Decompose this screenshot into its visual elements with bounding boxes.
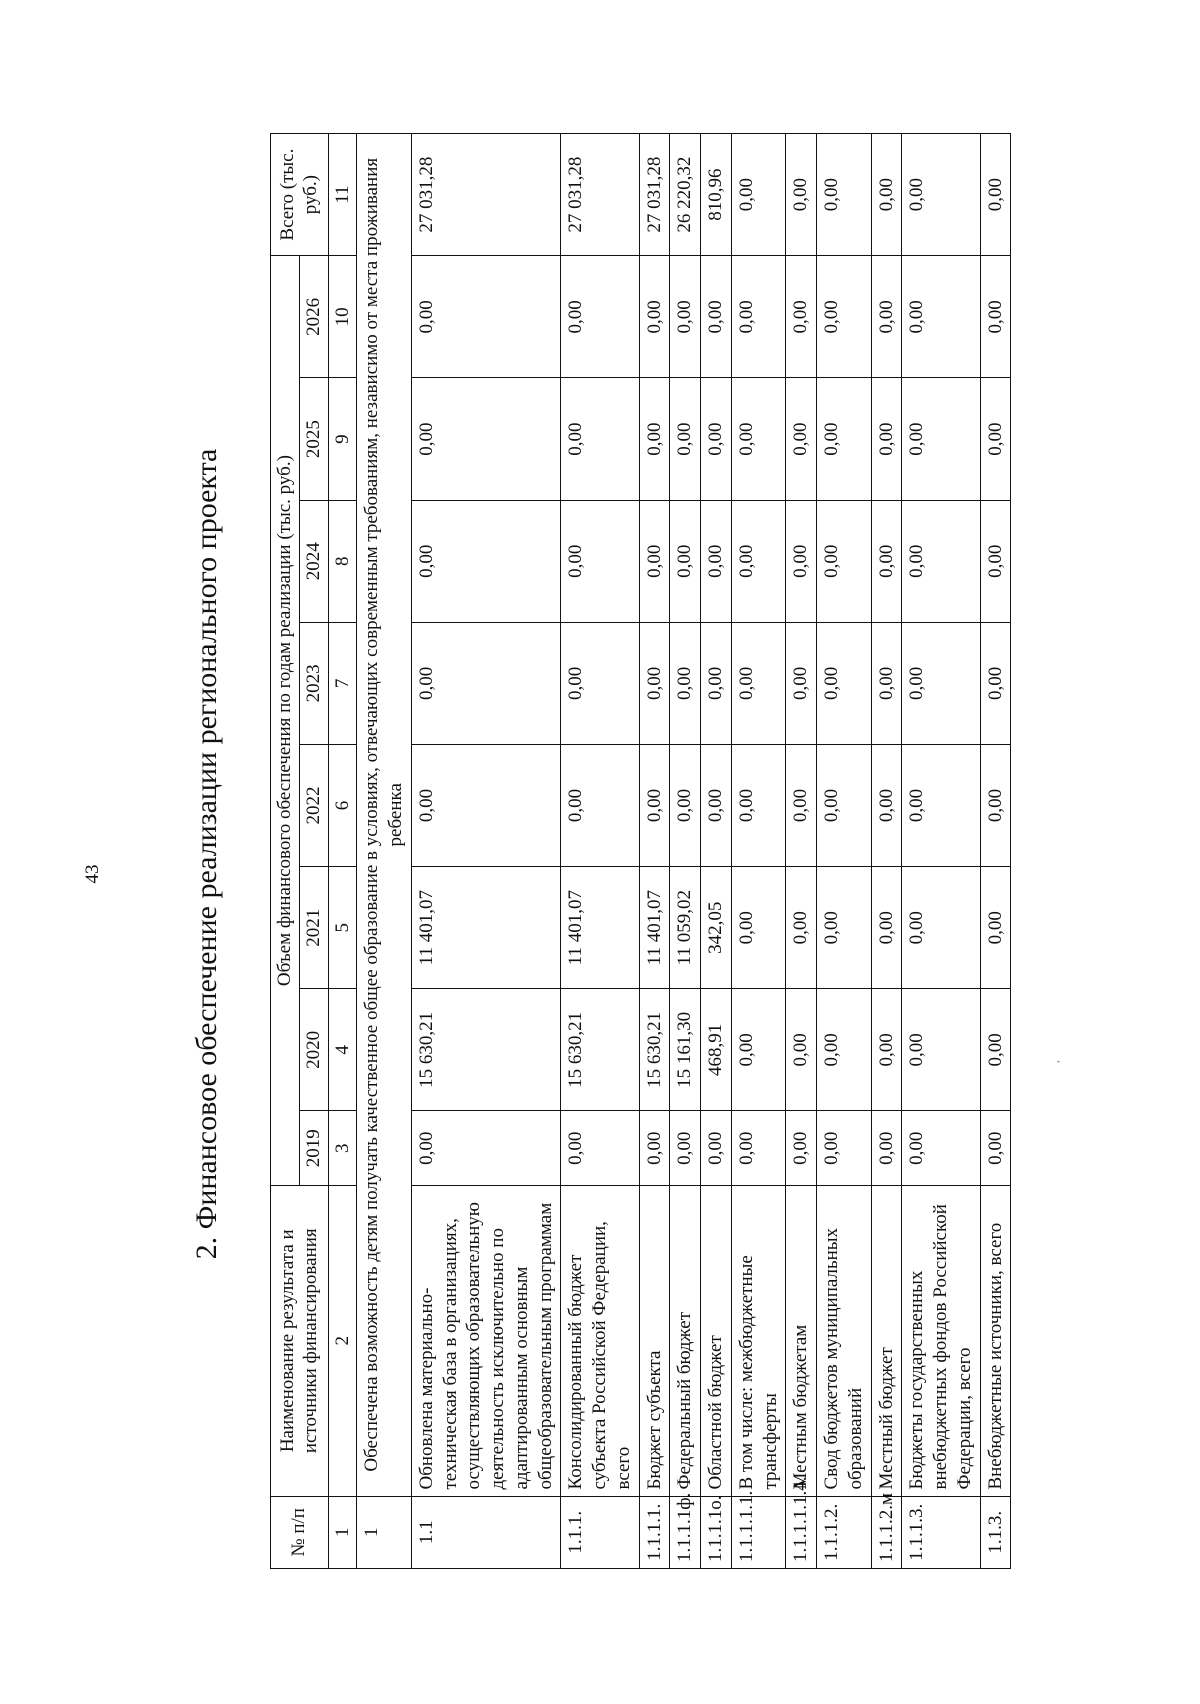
row-name: Бюджеты государственных внебюджетных фондов Российской Федерации, всего (902, 1185, 980, 1496)
row-year-value: 0,00 (639, 744, 670, 866)
page-number: 43 (82, 864, 103, 884)
header-year: 2024 (299, 500, 328, 622)
row-name: Консолидированный бюджет субъекта Российской Федерации, всего (561, 1185, 639, 1496)
header-year: 2019 (299, 1111, 328, 1186)
row-total-value: 27 031,28 (639, 134, 670, 256)
row-total-value: 0,00 (817, 134, 872, 256)
row-total-value: 0,00 (871, 134, 902, 256)
row-year-value: 0,00 (786, 500, 817, 622)
row-year-value: 0,00 (871, 744, 902, 866)
row-year-value: 0,00 (731, 256, 786, 378)
table-row (786, 134, 817, 1569)
header-column-number: 10 (328, 256, 357, 378)
row-year-value: 11 059,02 (670, 867, 701, 989)
row-year-value: 0,00 (411, 744, 561, 866)
row-year-value: 0,00 (902, 256, 980, 378)
row-year-value: 0,00 (701, 1111, 732, 1186)
row-year-value: 0,00 (902, 744, 980, 866)
row-year-value: 0,00 (639, 622, 670, 744)
row-number: 1.1.1.1. (639, 1496, 670, 1568)
row-year-value: 0,00 (786, 989, 817, 1111)
row-total-value: 0,00 (731, 134, 786, 256)
row-year-value: 0,00 (902, 867, 980, 989)
row-year-value: 0,00 (561, 500, 639, 622)
row-year-value: 0,00 (817, 500, 872, 622)
row-year-value: 0,00 (871, 256, 902, 378)
row-year-value: 0,00 (561, 744, 639, 866)
row-total-value: 810,96 (701, 134, 732, 256)
row-year-value: 0,00 (411, 1111, 561, 1186)
header-row-1 (271, 134, 300, 1569)
header-no: № п/п (271, 1496, 329, 1568)
row-year-value: 15 630,21 (561, 989, 639, 1111)
row-year-value: 0,00 (731, 744, 786, 866)
row-year-value: 0,00 (902, 500, 980, 622)
row-total-value: 0,00 (980, 134, 1011, 256)
row-number: 1.1.1.1.1. (731, 1496, 786, 1568)
row-year-value: 0,00 (639, 378, 670, 500)
row-year-value: 15 630,21 (639, 989, 670, 1111)
header-column-number: 4 (328, 989, 357, 1111)
table-row (701, 134, 732, 1569)
table-row (670, 134, 701, 1569)
row-year-value: 0,00 (731, 500, 786, 622)
row-year-value: 0,00 (411, 500, 561, 622)
row-year-value: 0,00 (701, 622, 732, 744)
row-number: 1.1.3. (980, 1496, 1011, 1568)
row-number: 1.1.1.2.м (871, 1496, 902, 1568)
goal-text: Обеспечена возможность детям получать качественное общее образование в условиях, отвечающих современным требованиям, независимо от места проживания ребенка (357, 134, 412, 1497)
row-year-value: 0,00 (902, 989, 980, 1111)
row-year-value: 11 401,07 (639, 867, 670, 989)
header-year: 2025 (299, 378, 328, 500)
header-column-number: 5 (328, 867, 357, 989)
table-row (731, 134, 786, 1569)
row-year-value: 0,00 (786, 1111, 817, 1186)
row-total-value: 27 031,28 (561, 134, 639, 256)
row-year-value: 0,00 (639, 500, 670, 622)
table-row (902, 134, 980, 1569)
table-row (980, 134, 1011, 1569)
row-year-value: 0,00 (980, 256, 1011, 378)
table-row (639, 134, 670, 1569)
goal-no: 1 (357, 1496, 412, 1568)
row-number: 1.1 (411, 1496, 561, 1568)
row-year-value: 0,00 (670, 378, 701, 500)
row-name: Областной бюджет (701, 1185, 732, 1496)
row-year-value: 0,00 (980, 989, 1011, 1111)
row-year-value: 0,00 (871, 500, 902, 622)
row-year-value: 0,00 (817, 867, 872, 989)
header-column-number: 3 (328, 1111, 357, 1186)
header-column-number: 1 (328, 1496, 357, 1568)
row-year-value: 0,00 (639, 1111, 670, 1186)
row-year-value: 0,00 (902, 378, 980, 500)
row-name: Местным бюджетам (786, 1185, 817, 1496)
row-year-value: 0,00 (786, 867, 817, 989)
row-year-value: 0,00 (980, 378, 1011, 500)
row-year-value: 0,00 (786, 622, 817, 744)
row-name: Внебюджетные источники, всего (980, 1185, 1011, 1496)
row-year-value: 0,00 (701, 500, 732, 622)
scan-mark: ’ (1055, 1059, 1070, 1064)
row-year-value: 0,00 (731, 1111, 786, 1186)
row-total-value: 26 220,32 (670, 134, 701, 256)
row-name: В том числе: межбюджетные трансферты (731, 1185, 786, 1496)
header-column-number: 6 (328, 744, 357, 866)
row-year-value: 0,00 (871, 867, 902, 989)
row-year-value: 0,00 (871, 622, 902, 744)
row-year-value: 0,00 (786, 256, 817, 378)
table-row (411, 134, 561, 1569)
row-year-value: 0,00 (902, 622, 980, 744)
row-year-value: 0,00 (561, 1111, 639, 1186)
row-year-value: 0,00 (670, 500, 701, 622)
row-year-value: 0,00 (731, 378, 786, 500)
row-year-value: 0,00 (817, 622, 872, 744)
row-year-value: 0,00 (701, 744, 732, 866)
header-year: 2020 (299, 989, 328, 1111)
row-year-value: 0,00 (639, 256, 670, 378)
table-row (817, 134, 872, 1569)
row-year-value: 15 161,30 (670, 989, 701, 1111)
header-name: Наименование результата и источники финансирования (271, 1185, 329, 1496)
financing-table (270, 133, 1011, 1569)
row-year-value: 0,00 (561, 378, 639, 500)
row-total-value: 0,00 (786, 134, 817, 256)
row-year-value: 0,00 (980, 500, 1011, 622)
section-title: 2. Финансовое обеспечение реализации регионального проекта (190, 448, 223, 1260)
header-year: 2021 (299, 867, 328, 989)
row-year-value: 0,00 (817, 256, 872, 378)
row-year-value: 0,00 (731, 622, 786, 744)
row-number: 1.1.1.1о. (701, 1496, 732, 1568)
row-year-value: 0,00 (411, 622, 561, 744)
row-year-value: 0,00 (786, 378, 817, 500)
header-column-number: 11 (328, 134, 357, 256)
row-number: 1.1.1. (561, 1496, 639, 1568)
row-name: Федеральный бюджет (670, 1185, 701, 1496)
header-year: 2026 (299, 256, 328, 378)
row-year-value: 0,00 (902, 1111, 980, 1186)
row-year-value: 0,00 (980, 744, 1011, 866)
header-column-number: 2 (328, 1185, 357, 1496)
row-number: 1.1.1.1ф. (670, 1496, 701, 1568)
row-year-value: 342,05 (701, 867, 732, 989)
row-name: Свод бюджетов муниципальных образований (817, 1185, 872, 1496)
row-year-value: 0,00 (411, 256, 561, 378)
row-year-value: 0,00 (817, 1111, 872, 1186)
row-year-value: 0,00 (670, 622, 701, 744)
row-year-value: 11 401,07 (561, 867, 639, 989)
row-total-value: 0,00 (902, 134, 980, 256)
header-volume: Объем финансового обеспечения по годам реализации (тыс. руб.) (271, 256, 300, 1186)
header-year: 2023 (299, 622, 328, 744)
row-year-value: 0,00 (817, 378, 872, 500)
header-numbering-row (328, 134, 357, 1569)
row-year-value: 0,00 (411, 378, 561, 500)
row-year-value: 0,00 (561, 622, 639, 744)
goal-row (357, 134, 412, 1569)
row-year-value: 0,00 (871, 989, 902, 1111)
row-year-value: 0,00 (731, 867, 786, 989)
row-number: 1.1.1.2. (817, 1496, 872, 1568)
row-year-value: 0,00 (817, 744, 872, 866)
row-number: 1.1.1.1.1.4. (786, 1496, 817, 1568)
row-year-value: 0,00 (731, 989, 786, 1111)
header-year: 2022 (299, 744, 328, 866)
row-total-value: 27 031,28 (411, 134, 561, 256)
row-year-value: 0,00 (871, 378, 902, 500)
row-year-value: 0,00 (701, 378, 732, 500)
row-year-value: 0,00 (817, 989, 872, 1111)
row-year-value: 0,00 (980, 622, 1011, 744)
row-year-value: 0,00 (701, 256, 732, 378)
row-name: Местный бюджет (871, 1185, 902, 1496)
table-row (561, 134, 639, 1569)
row-year-value: 468,91 (701, 989, 732, 1111)
row-year-value: 0,00 (561, 256, 639, 378)
header-column-number: 9 (328, 378, 357, 500)
row-year-value: 11 401,07 (411, 867, 561, 989)
table-row (871, 134, 902, 1569)
row-year-value: 0,00 (670, 1111, 701, 1186)
row-name: Обновлена материально-техническая база в организациях, осуществляющих образовательную деятельность исключительно по адаптированным основным общеобразовательным программам (411, 1185, 561, 1496)
header-column-number: 7 (328, 622, 357, 744)
header-column-number: 8 (328, 500, 357, 622)
row-name: Бюджет субъекта (639, 1185, 670, 1496)
row-year-value: 0,00 (786, 744, 817, 866)
row-number: 1.1.1.3. (902, 1496, 980, 1568)
row-year-value: 0,00 (670, 256, 701, 378)
row-year-value: 0,00 (980, 1111, 1011, 1186)
row-year-value: 0,00 (871, 1111, 902, 1186)
row-year-value: 15 630,21 (411, 989, 561, 1111)
row-year-value: 0,00 (670, 744, 701, 866)
row-year-value: 0,00 (980, 867, 1011, 989)
header-total: Всего (тыс. руб.) (271, 134, 329, 256)
